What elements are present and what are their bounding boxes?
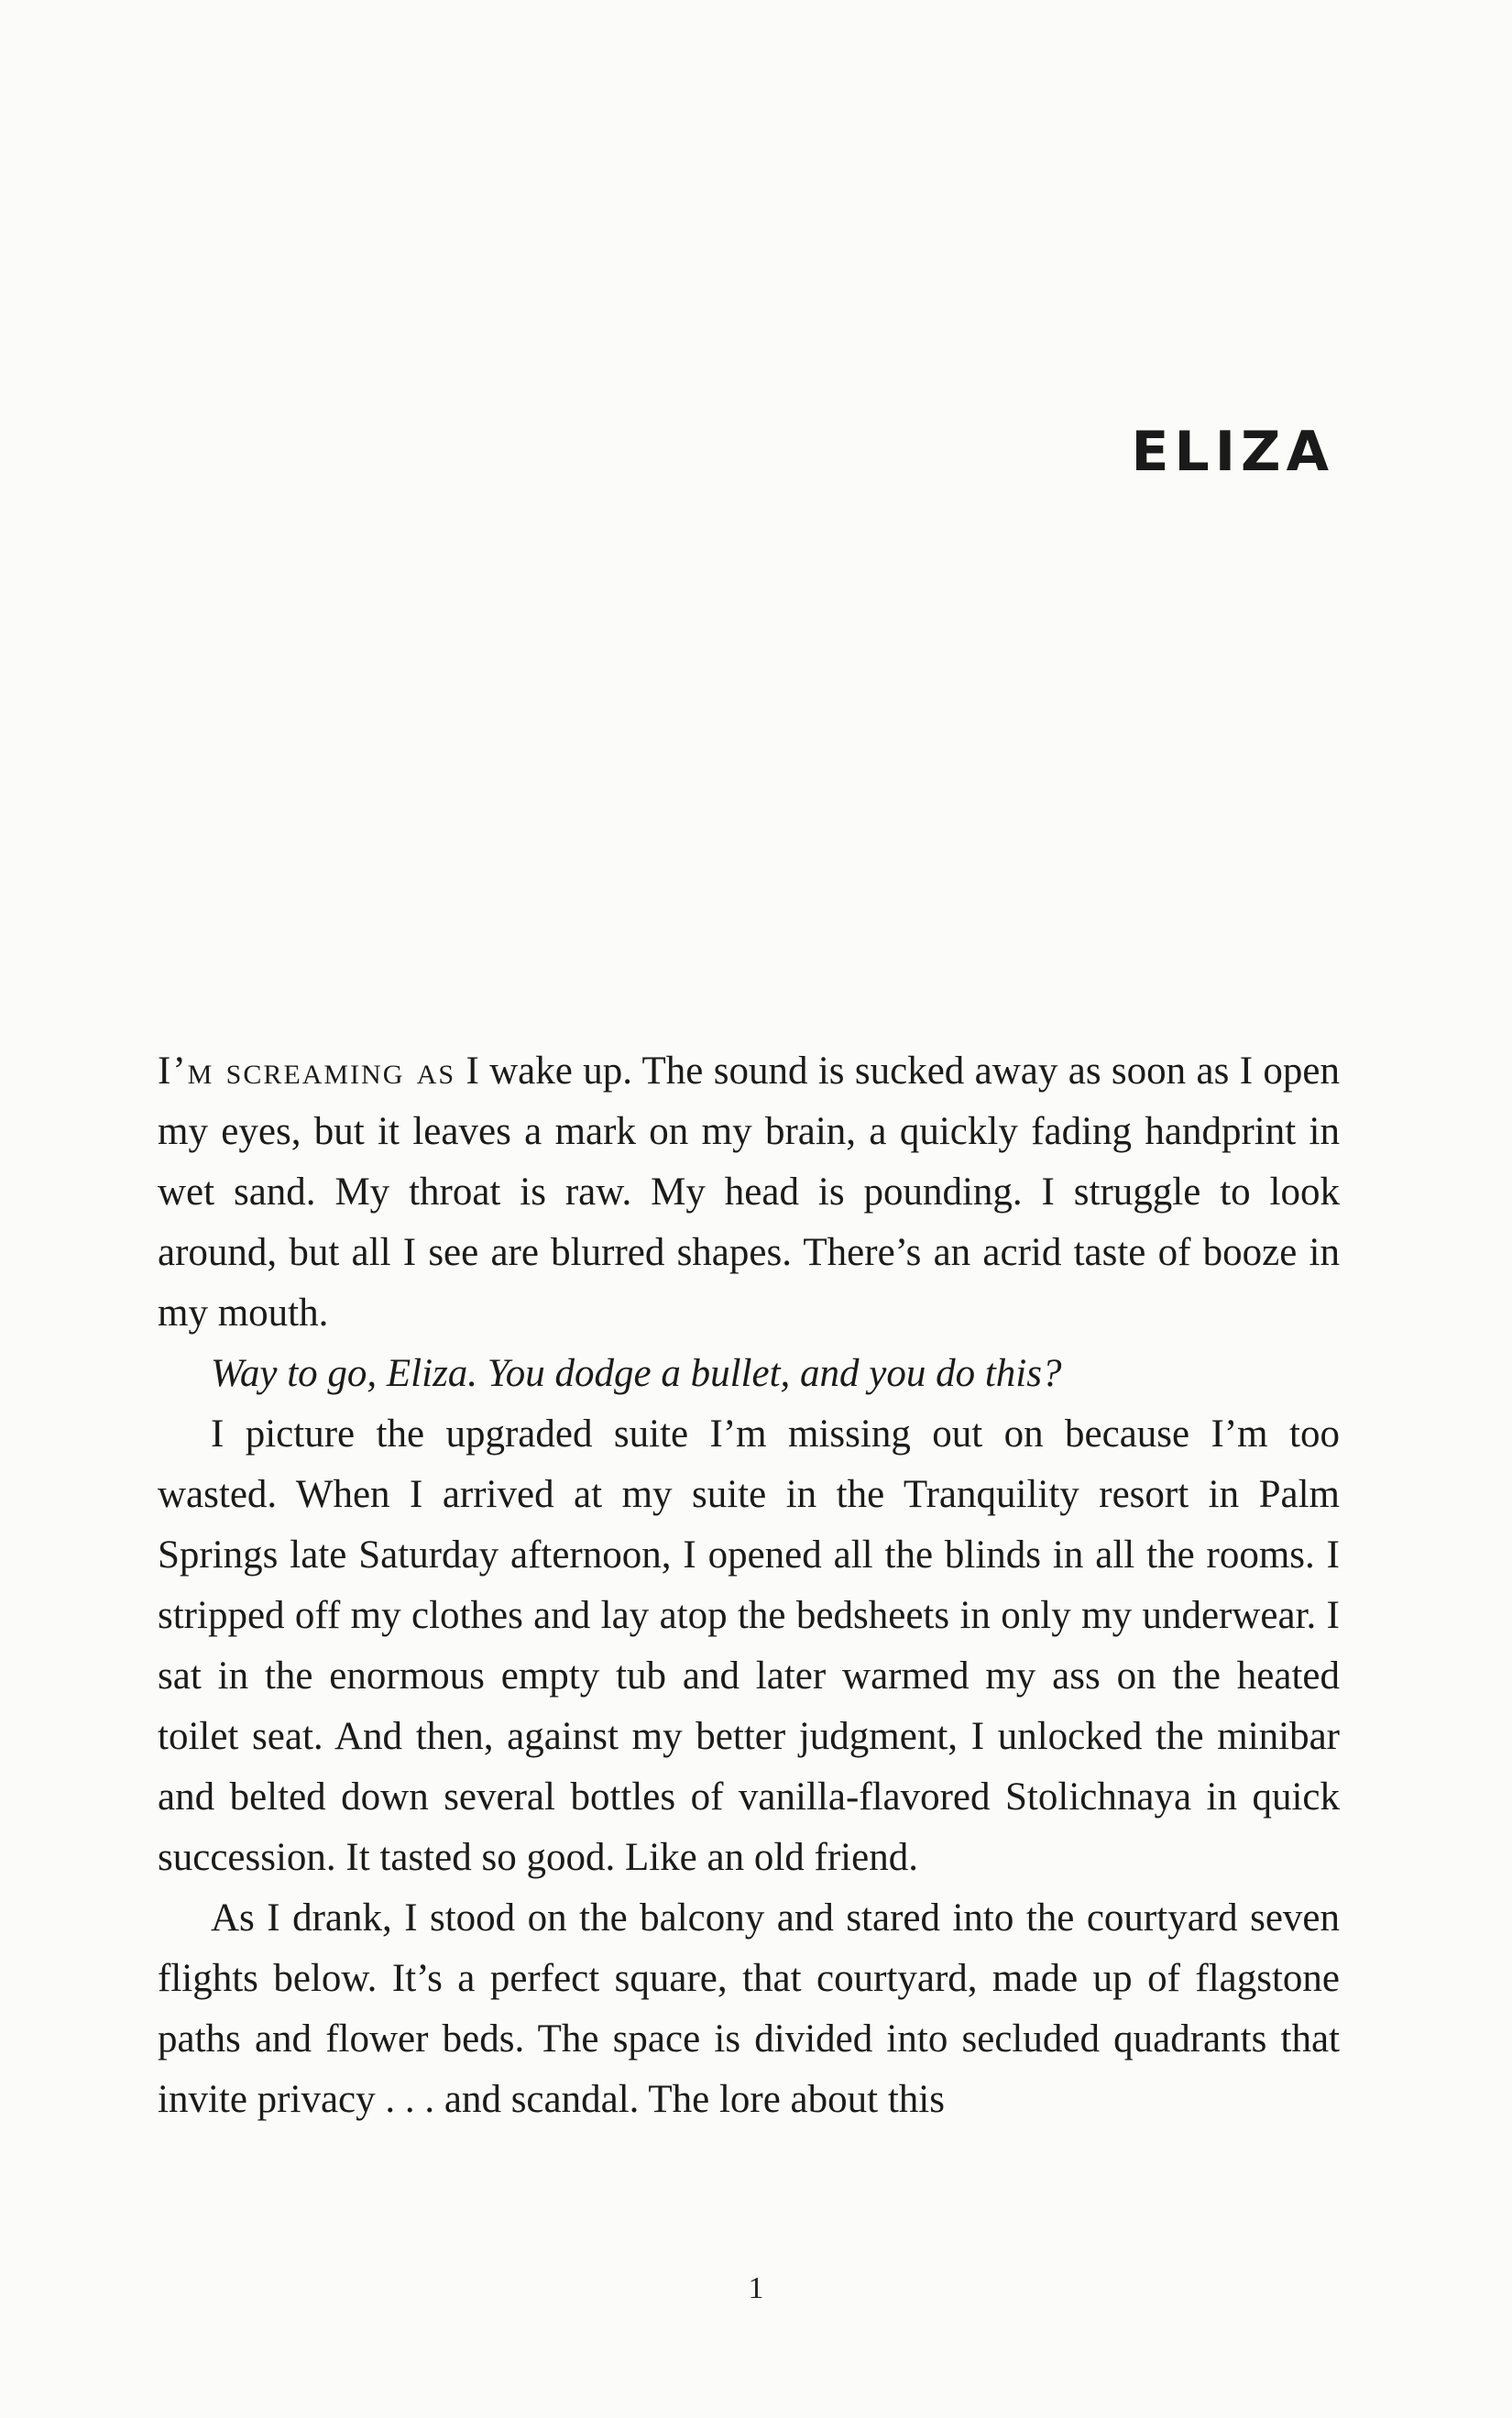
- page-number: 1: [748, 2271, 764, 2305]
- chapter-title: ELIZA: [1131, 420, 1334, 484]
- italic-thought: Way to go, Eliza. You dodge a bullet, and you do this?: [211, 1352, 1062, 1395]
- paragraph-1: [158, 1041, 1340, 1344]
- opening-small-caps: I’m screaming as: [158, 1050, 456, 1093]
- body-text: [158, 1041, 1340, 2130]
- paragraph-3: I picture the upgraded suite I’m missing out on because I’m too wasted. When I arrived at my suite in the Tranquility resort in Palm Springs late Saturday afternoon, I opened all the blinds in all the rooms. I stripped off my clothes and lay atop the bedsheets in only my underwear. I sat in the enormous empty tub and later warmed my ass on the heated toilet seat. And then, against my better judgment, I unlocked the minibar and belted down several bottles of vanilla-flavored Stolichnaya in quick succession. It tasted so good. Like an old friend.: [158, 1412, 1340, 1879]
- paragraph-1-text: I wake up. The sound is sucked away as soon as I open my eyes, but it leaves a mark on my brain, a quickly fading handprint in wet sand. My throat is raw. My head is pounding. I struggle to look around, but all I see are blurred shapes. There’s an acrid taste of booze in my mouth.: [158, 1050, 1340, 1335]
- paragraph-4: As I drank, I stood on the balcony and stared into the courtyard seven flights below. It’s a perfect square, that courtyard, made up of flagstone paths and flower beds. The space is divided into secluded quadrants that invite privacy . . . and scandal. The lore about this: [158, 1896, 1340, 2121]
- paragraph-2: [158, 1344, 1340, 1404]
